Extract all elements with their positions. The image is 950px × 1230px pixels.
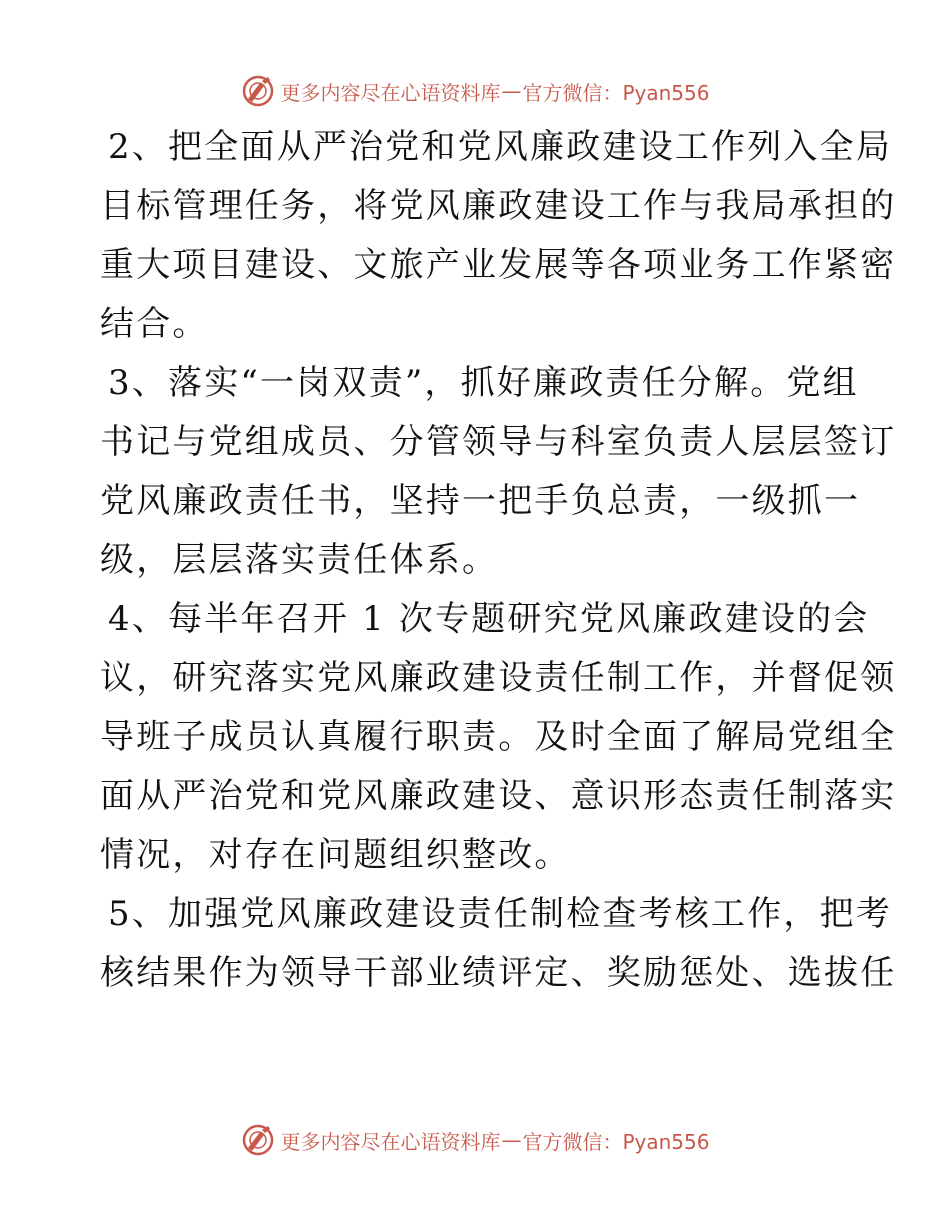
banner-contact: 官方微信：Pyan556 [522,1129,710,1154]
text-line: 5、加强党风廉政建设责任制检查考核工作，把考 [108,894,893,934]
banner-text: 更多内容尽在心语资料库 [280,1129,501,1154]
banner-separator: — [501,79,522,103]
text-line: 3、落实“一岗双责”，抓好廉政责任分解。党组 [108,363,859,403]
text-line: 议，研究落实党风廉政建设责任制工作，并督促领 [100,658,897,698]
paragraph-4 [100,590,897,885]
text-line: 4、每半年召开 1 次专题研究党风廉政建设的会 [108,599,870,639]
paragraph-2 [100,118,897,354]
banner-contact: 官方微信：Pyan556 [522,80,710,105]
text-line: 面从严治党和党风廉政建设、意识形态责任制落实 [100,776,897,816]
text-line: 导班子成员认真履行职责。及时全面了解局党组全 [100,717,897,757]
text-line: 重大项目建设、文旅产业发展等各项业务工作紧密 [100,245,897,285]
paragraph-5 [100,885,897,1003]
text-line: 结合。 [100,304,209,344]
text-line: 2、把全面从严治党和党风廉政建设工作列入全局 [108,127,893,167]
header-watermark-banner [0,71,950,111]
paragraph-3 [100,354,897,590]
text-line: 核结果作为领导干部业绩评定、奖励惩处、选拔任 [100,953,897,993]
text-line: 情况，对存在问题组织整改。 [100,835,571,875]
document-body [100,118,897,1003]
text-line: 党风廉政责任书，坚持一把手负总责，一级抓一 [100,481,861,521]
banner-separator: — [501,1128,522,1152]
footer-watermark-banner [0,1120,950,1160]
text-line: 级，层层落实责任体系。 [100,540,499,580]
text-line: 书记与党组成员、分管领导与科室负责人层层签订 [100,422,897,462]
red-seal-logo-icon [240,1122,276,1158]
text-line: 目标管理任务，将党风廉政建设工作与我局承担的 [100,186,897,226]
red-seal-logo-icon [240,73,276,109]
banner-text: 更多内容尽在心语资料库 [280,80,501,105]
